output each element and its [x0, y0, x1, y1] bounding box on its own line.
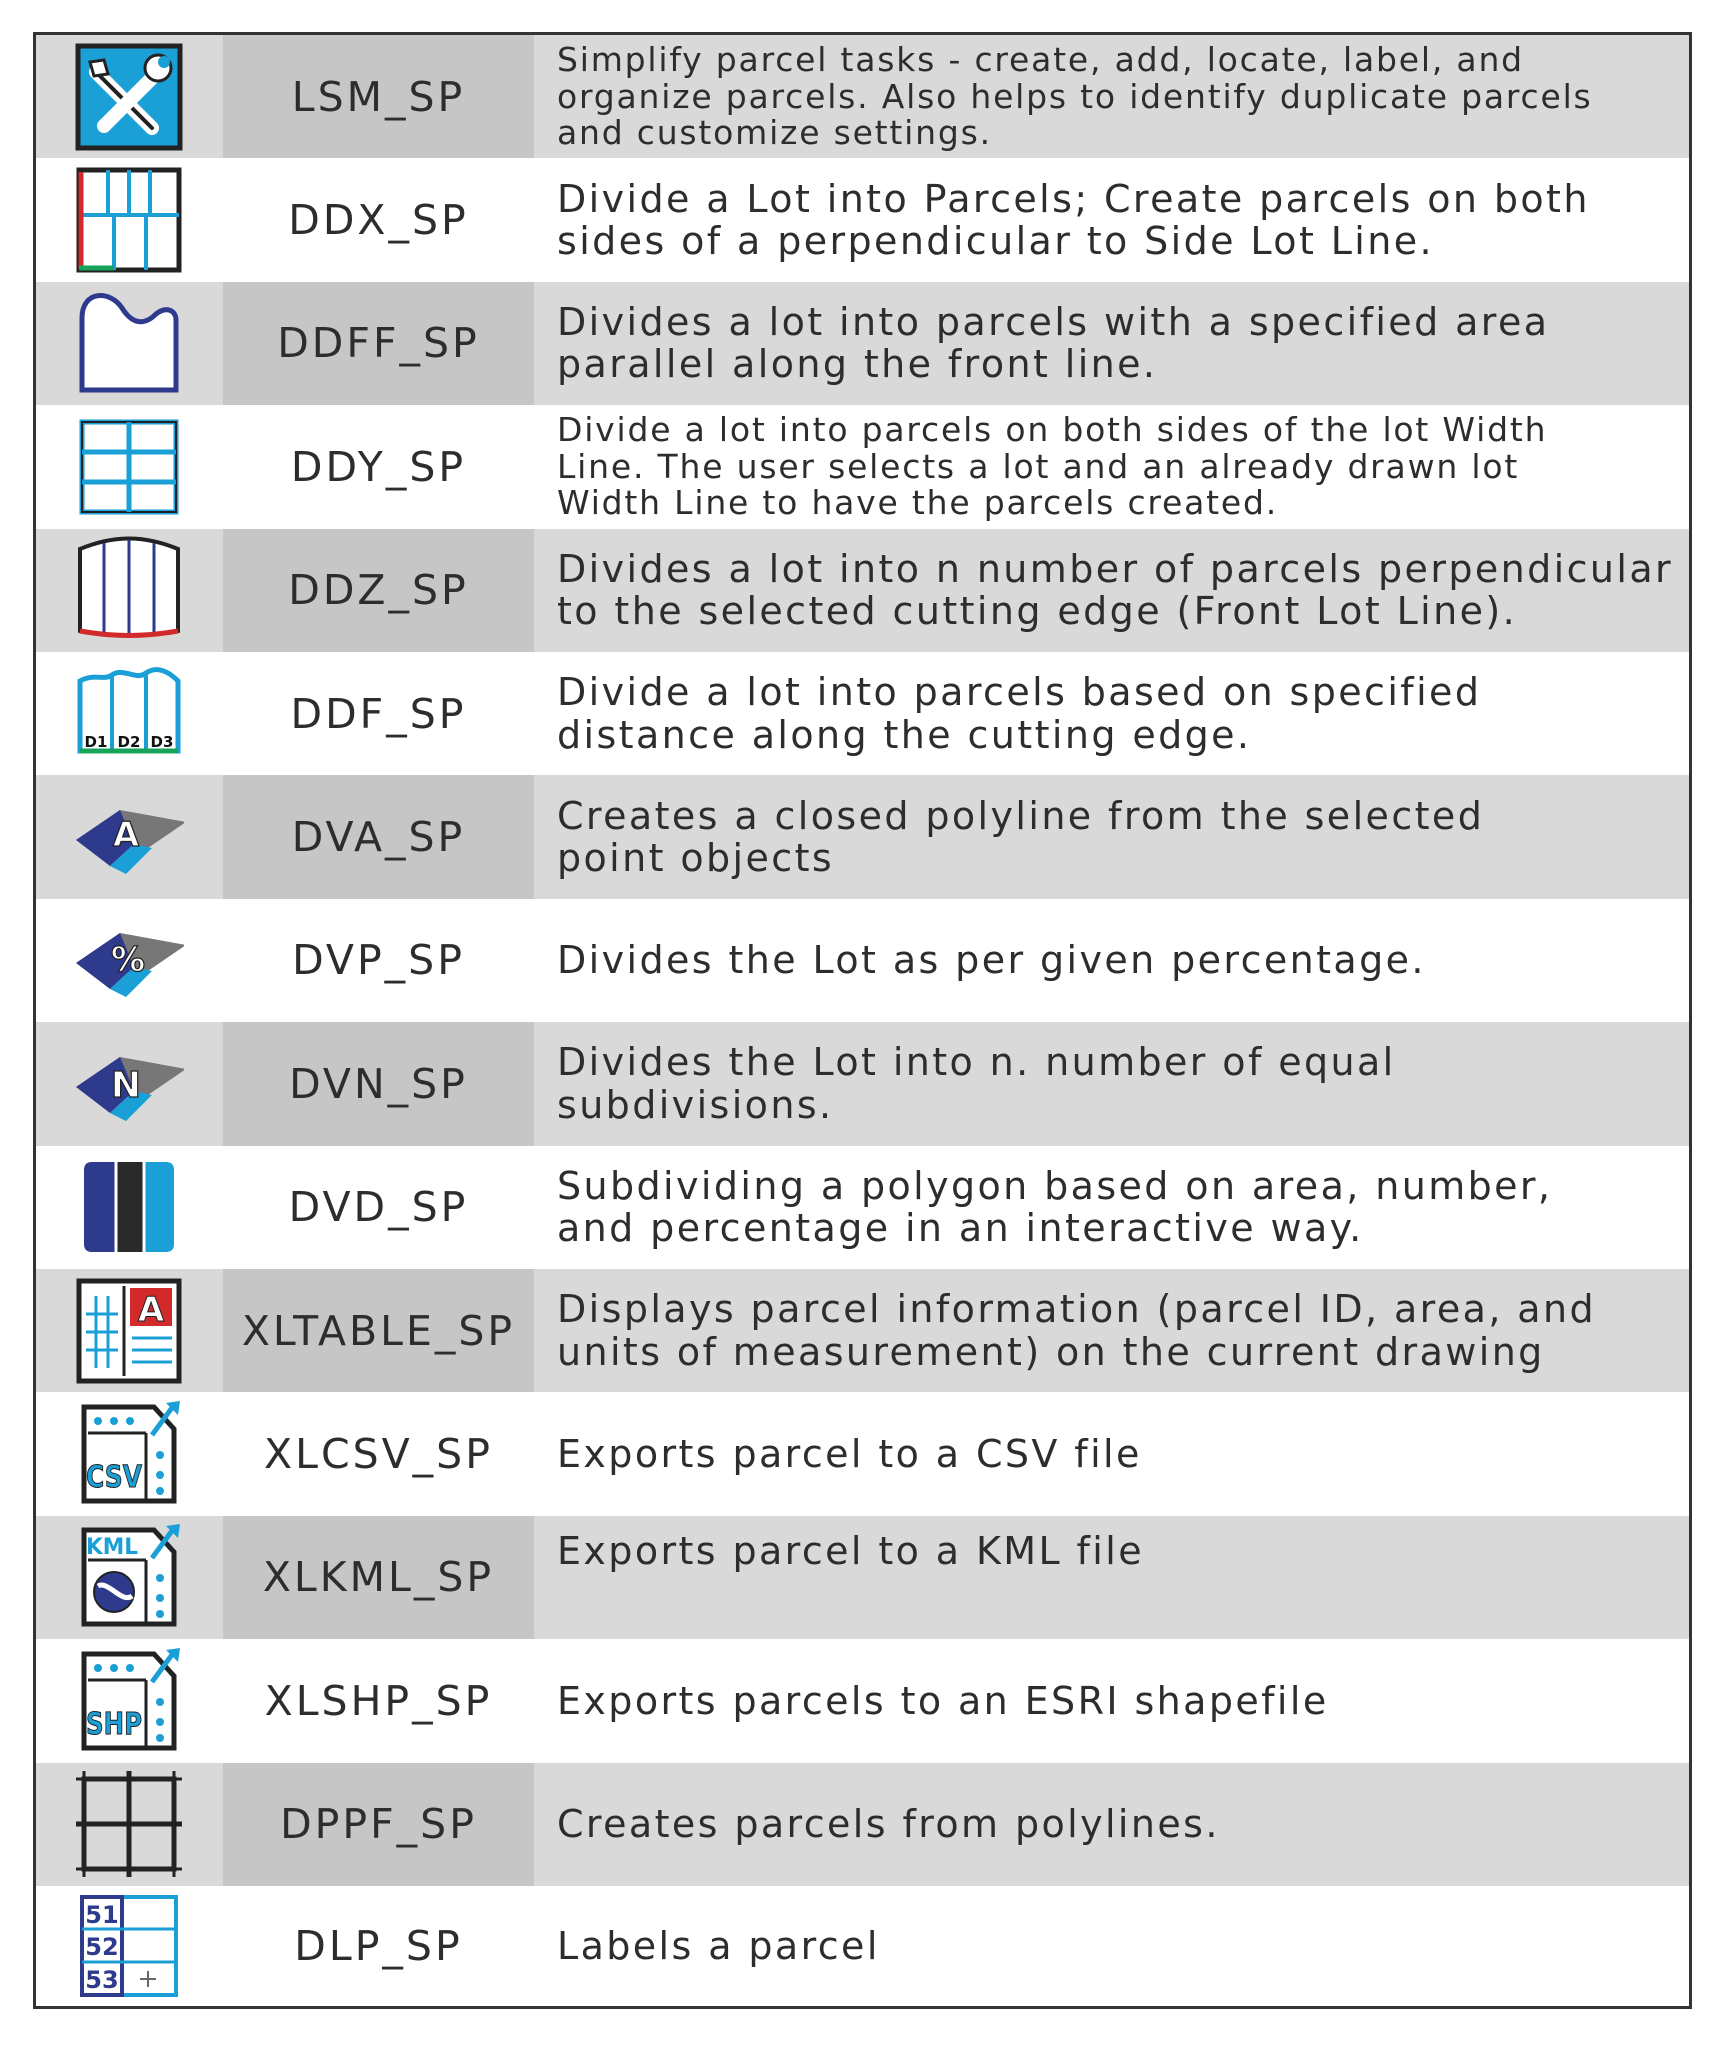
icon-letter: % [110, 940, 146, 981]
icon-cell [36, 1392, 222, 1515]
command-name: DLP_SP [294, 1922, 463, 1970]
percent-divide-icon [74, 905, 184, 1015]
table-row [36, 405, 1689, 528]
icon-letter: N [110, 1064, 142, 1106]
icon-letter: A [137, 1289, 165, 1330]
table-row [36, 1886, 1689, 2006]
icon-cell [36, 1146, 222, 1269]
command-description: Subdividing a polygon based on area, number, and percentage in an interactive way. [557, 1163, 1553, 1251]
command-table [33, 32, 1692, 2009]
table-row [36, 158, 1689, 281]
command-name: DVD_SP [288, 1183, 469, 1232]
command-name: DDX_SP [288, 196, 469, 245]
icon-cell [36, 35, 222, 158]
command-name: DPPF_SP [223, 1763, 534, 1886]
interactive-divide-icon [74, 1152, 184, 1262]
command-name: XLKML_SP [223, 1516, 534, 1639]
table-row [36, 775, 1689, 898]
command-description: Exports parcels to an ESRI shapefile [557, 1678, 1329, 1723]
command-description: Divide a Lot into Parcels; Create parcels on both sides of a perpendicular to Side Lot Line. [557, 176, 1590, 264]
table-row [36, 282, 1689, 405]
command-name: XLSHP_SP [264, 1676, 493, 1725]
table-row [36, 1269, 1689, 1392]
grid-six-icon [74, 412, 184, 522]
area-divide-icon [74, 782, 184, 892]
icon-letter: SHP [86, 1706, 142, 1742]
command-description: Divides the Lot into n. number of equal subdivisions. [557, 1040, 1396, 1127]
command-description: Displays parcel information (parcel ID, area, and units of measurement) on the current drawing [557, 1287, 1596, 1374]
command-description: Creates parcels from polylines. [557, 1802, 1220, 1847]
icon-label: 51 [85, 1901, 119, 1929]
command-description: Divide a lot into parcels based on specified distance along the cutting edge. [557, 670, 1482, 757]
icon-cell [36, 775, 222, 898]
icon-cell [36, 282, 222, 405]
grid-split-icon [74, 165, 184, 275]
icon-cell [36, 1763, 222, 1886]
command-name: XLTABLE_SP [223, 1269, 534, 1392]
wavy-lot-icon [74, 288, 184, 398]
label-parcel-icon [74, 1891, 184, 2001]
icon-letter: CSV [86, 1460, 143, 1496]
table-row [36, 1392, 1689, 1515]
table-row [36, 529, 1689, 652]
command-description: Divides a lot into n number of parcels perpendicular to the selected cutting edge (Front Lot Line). [557, 546, 1674, 634]
command-description: Exports parcel to a CSV file [557, 1431, 1142, 1476]
icon-cell [36, 1886, 222, 2006]
command-name: DDFF_SP [223, 282, 534, 405]
table-row [36, 1516, 1689, 1639]
icon-label: D2 [117, 732, 141, 751]
table-row [36, 899, 1689, 1022]
table-row [36, 1639, 1689, 1762]
icon-label: 52 [85, 1933, 119, 1961]
polyline-grid-icon [74, 1769, 184, 1879]
command-name: DVA_SP [223, 775, 534, 898]
kml-export-icon [74, 1522, 184, 1632]
icon-letter: A [112, 815, 140, 856]
command-name: LSM_SP [223, 35, 534, 158]
command-description: Exports parcel to a KML file [557, 1528, 1144, 1573]
table-row [36, 652, 1689, 775]
icon-cell [36, 1269, 222, 1392]
command-name: DDY_SP [290, 442, 467, 491]
command-name: DDZ_SP [223, 529, 534, 652]
command-description: Creates a closed polyline from the selected point objects [557, 793, 1485, 881]
icon-label: D1 [84, 732, 108, 751]
command-name: DVN_SP [223, 1022, 534, 1145]
csv-export-icon [74, 1399, 184, 1509]
command-description: Labels a parcel [557, 1923, 880, 1968]
tools-icon [74, 42, 184, 152]
command-name: DVP_SP [292, 936, 465, 985]
table-row [36, 35, 1689, 158]
icon-cell [36, 158, 222, 281]
command-description: Divides the Lot as per given percentage. [557, 938, 1426, 983]
icon-cell [36, 529, 222, 652]
table-row [36, 1146, 1689, 1269]
icon-cell [36, 405, 222, 528]
icon-cell [36, 899, 222, 1022]
arched-lot-icon [74, 535, 184, 645]
command-name: XLCSV_SP [264, 1430, 493, 1479]
shp-export-icon [74, 1646, 184, 1756]
command-description: Divide a lot into parcels on both sides of the lot Width Line. The user selects a lot and an already drawn lot Width Line to have the parcels created. [557, 410, 1548, 523]
icon-letter: KML [86, 1535, 138, 1561]
icon-label: D3 [150, 732, 174, 751]
command-description: Divides a lot into parcels with a specified area parallel along the front line. [557, 299, 1550, 387]
icon-cell [36, 652, 222, 775]
icon-label: 53 [85, 1966, 119, 1994]
command-name: DDF_SP [290, 689, 467, 738]
icon-cell [36, 1516, 222, 1639]
number-divide-icon [74, 1029, 184, 1139]
icon-cell [36, 1022, 222, 1145]
table-icon [74, 1276, 184, 1386]
icon-cell [36, 1639, 222, 1762]
distance-lot-icon [74, 659, 184, 769]
table-row [36, 1022, 1689, 1145]
table-row [36, 1763, 1689, 1886]
command-description: Simplify parcel tasks - create, add, locate, label, and organize parcels. Also helps to identify duplicate parcels and customize settings. [557, 40, 1593, 152]
